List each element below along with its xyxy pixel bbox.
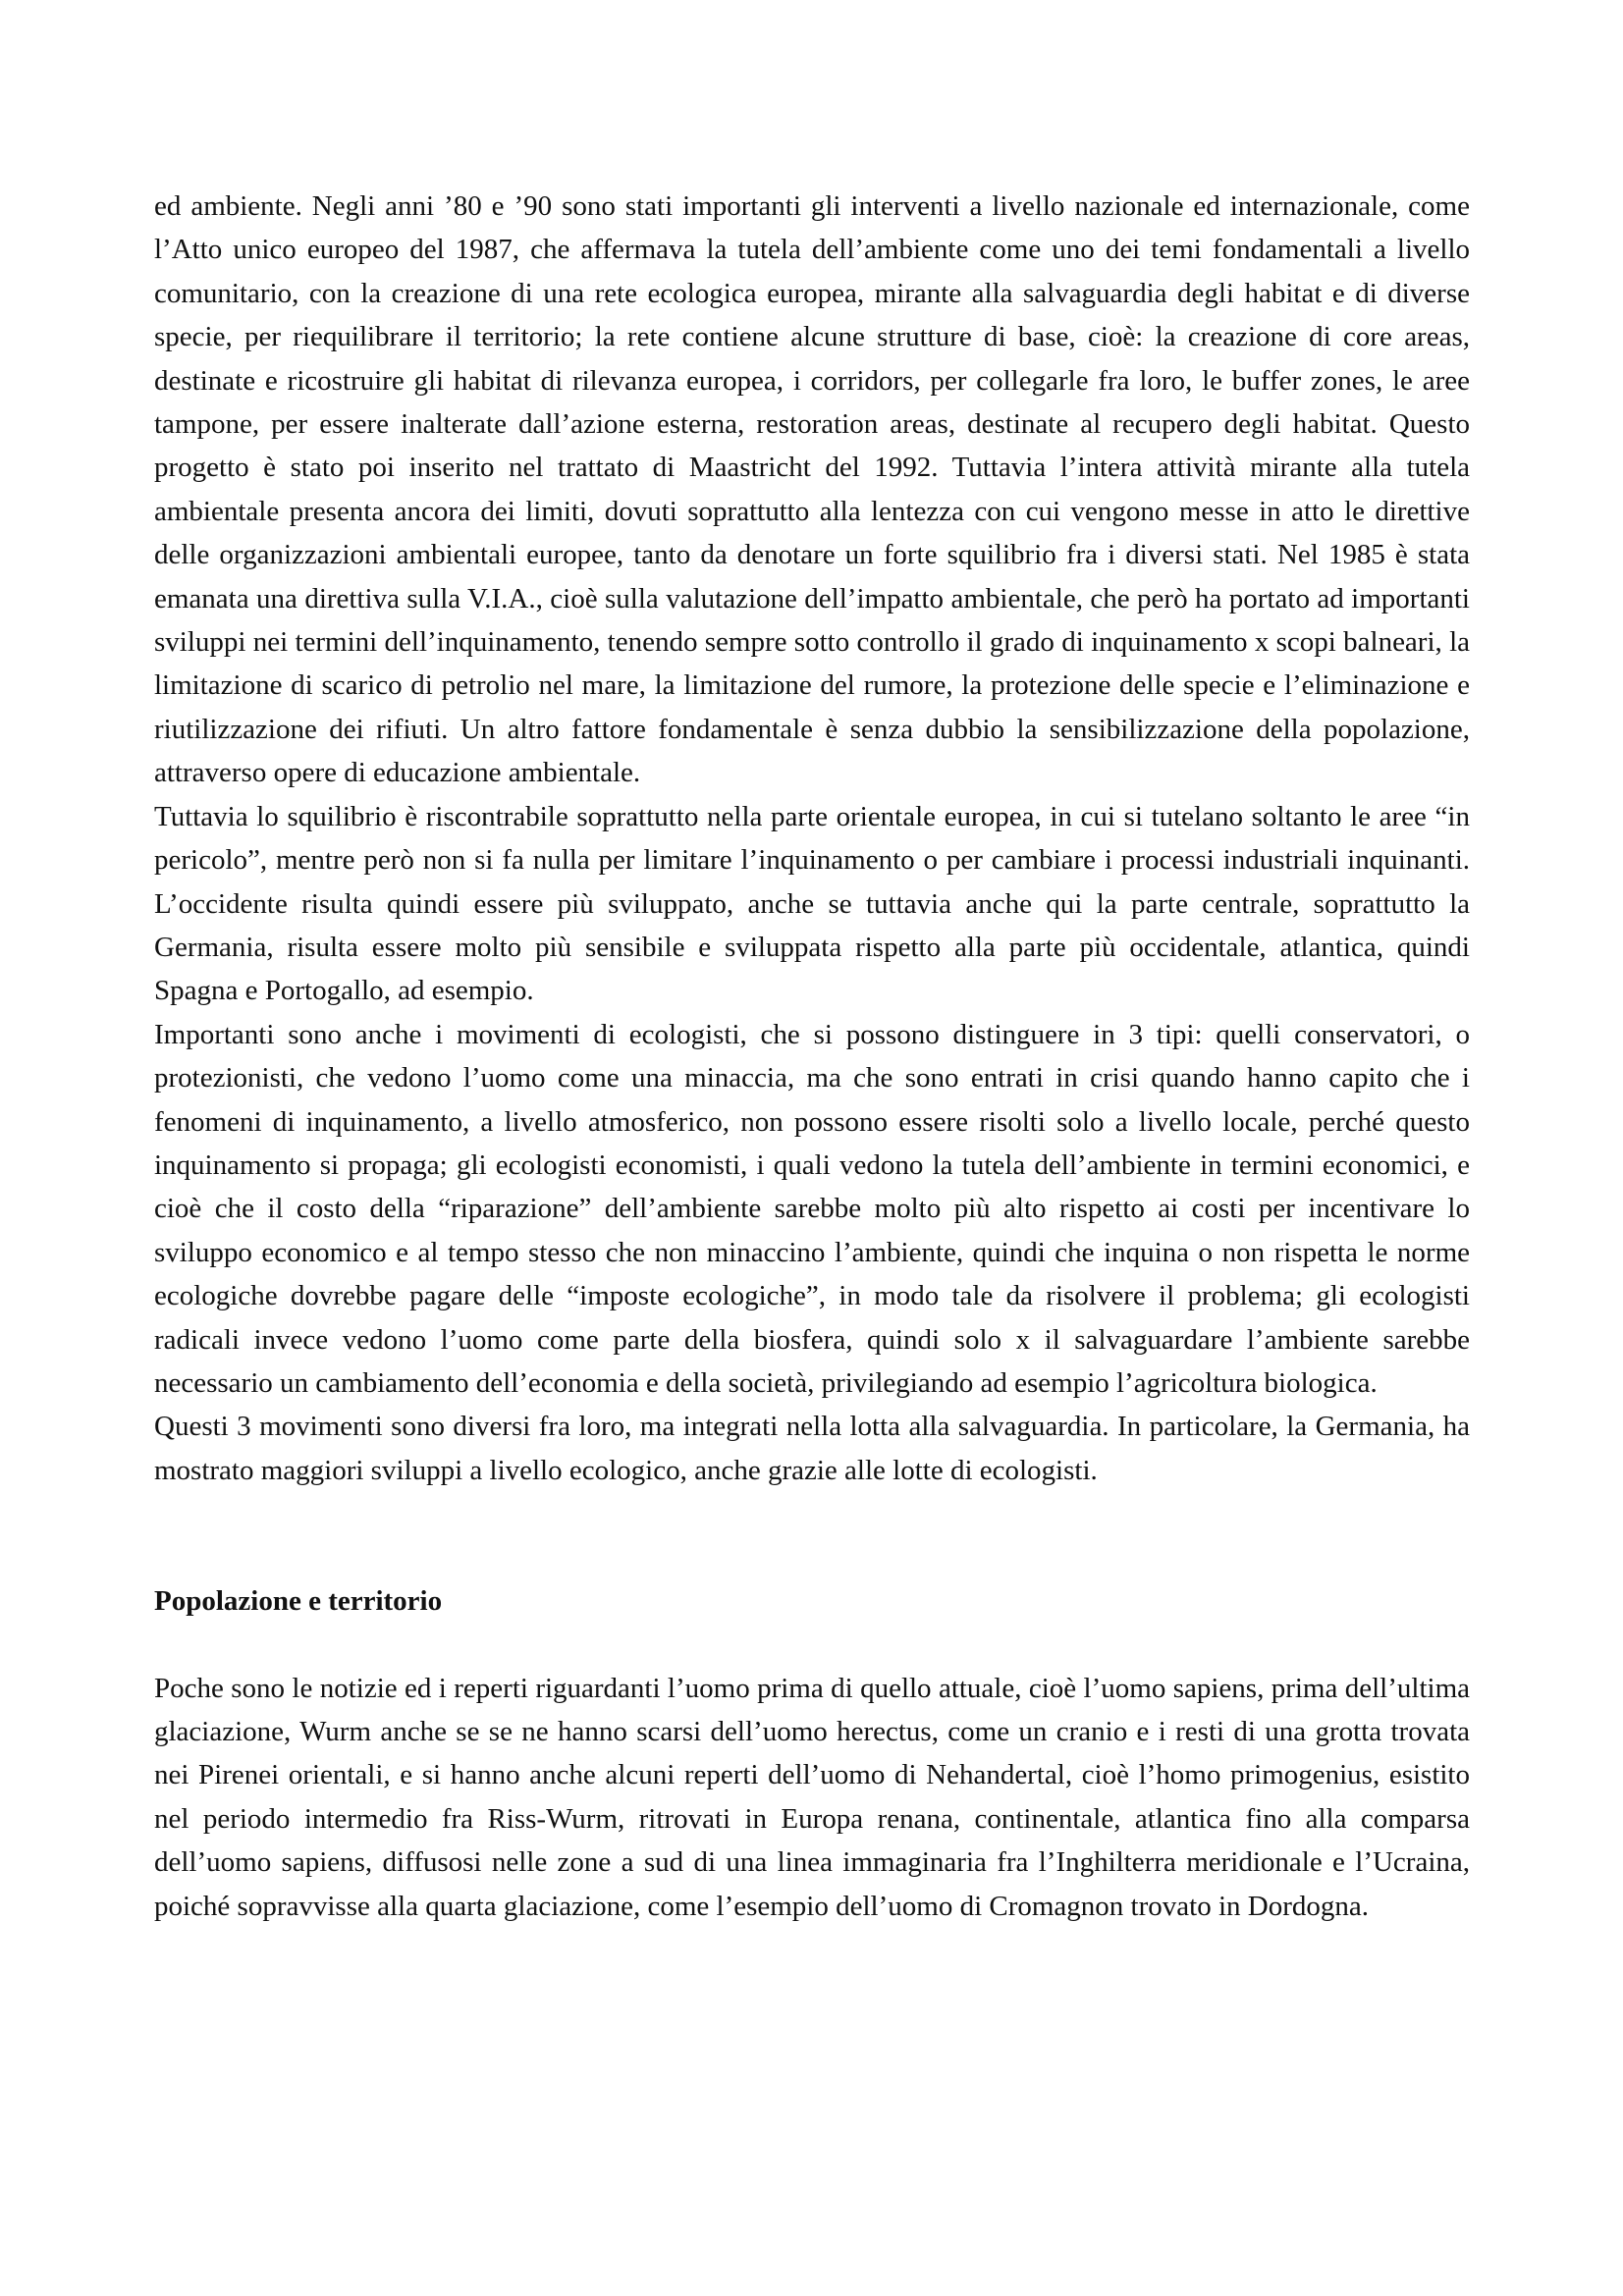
paragraph-population-territory: Poche sono le notizie ed i reperti riguardanti l’uomo prima di quello attuale, cioè l’uomo sapiens, prima dell’ultima glaciazione, Wurm anche se se ne hanno scarsi dell’uomo herectus, come un cranio e i resti di una grotta trovata nei Pirenei orientali, e si hanno anche alcuni reperti dell’uomo di Nehandertal, cioè l’homo primogenius, esistito nel periodo intermedio fra Riss-Wurm, ritrovati in Europa renana, continentale, atlantica fino alla comparsa dell’uomo sapiens, diffusosi nelle zone a sud di una linea immaginaria fra l’Inghilterra meridionale e l’Ucraina, poiché sopravvisse alla quarta glaciazione, come l’esempio dell’uomo di Cromagnon trovato in Dordogna. (154, 1672, 1470, 1922)
paragraph-eu-environment-policy: ed ambiente. Negli anni ’80 e ’90 sono stati importanti gli interventi a livello nazionale ed internazionale, come l’Atto unico europeo del 1987, che affermava la tutela dell’ambiente come uno dei temi fondamentali a livello comunitario, con la creazione di una rete ecologica europea, mirante alla salvaguardia degli habitat e di diverse specie, per riequilibrare il territorio; la rete contiene alcune strutture di base, cioè: la creazione di core areas, destinate e ricostruire gli habitat di rilevanza europea, i corridors, per collegarle fra loro, le buffer zones, le aree tampone, per essere inalterate dall’azione esterna, restoration areas, destinate al recupero degli habitat. Questo progetto è stato poi inserito nel trattato di Maastricht del 1992. Tuttavia l’intera attività mirante alla tutela ambientale presenta ancora dei limiti, dovuti soprattutto alla lentezza con cui vengono messe in atto le direttive delle organizzazioni ambientali europee, tanto da denotare un forte squilibrio fra i diversi stati. Nel 1985 è stata emanata una direttiva sulla V.I.A., cioè sulla valutazione dell’impatto ambientale, che però ha portato ad importanti sviluppi nei termini dell’inquinamento, tenendo sempre sotto controllo il grado di inquinamento x scopi balneari, la limitazione di scarico di petrolio nel mare, la limitazione del rumore, la protezione delle specie e l’eliminazione e riutilizzazione dei rifiuti. Un altro fattore fondamentale è senza dubbio la sensibilizzazione della popolazione, attraverso opere di educazione ambientale. (154, 190, 1470, 789)
paragraph-ecologist-movements: Importanti sono anche i movimenti di ecologisti, che si possono distinguere in 3 tipi: quelli conservatori, o protezionisti, che vedono l’uomo come una minaccia, ma che sono entrati in crisi quando hanno capito che i fenomeni di inquinamento, a livello atmosferico, non possono essere risolti solo a livello locale, perché questo inquinamento si propaga; gli ecologisti economisti, i quali vedono la tutela dell’ambiente in termini economici, e cioè che il costo della “riparazione” dell’ambiente sarebbe molto più alto rispetto ai costi per incentivare lo sviluppo economico e al tempo stesso che non minaccino l’ambiente, quindi che inquina o non rispetta le norme ecologiche dovrebbe pagare delle “imposte ecologiche”, in modo tale da risolvere il problema; gli ecologisti radicali invece vedono l’uomo come parte della biosfera, quindi solo x il salvaguardare l’ambiente sarebbe necessario un cambiamento dell’economia e della società, privilegiando ad esempio l’agricoltura biologica. (154, 1018, 1470, 1399)
document-page (154, 185, 1470, 1928)
paragraph-east-west-imbalance: Tuttavia lo squilibrio è riscontrabile soprattutto nella parte orientale europea, in cui si tutelano soltanto le aree “in pericolo”, mentre però non si fa nulla per limitare l’inquinamento o per cambiare i processi industriali inquinanti. L’occidente risulta quindi essere più sviluppato, anche se tuttavia anche qui la parte centrale, soprattutto la Germania, risulta essere molto più sensibile e sviluppata rispetto alla parte più occidentale, atlantica, quindi Spagna e Portogallo, ad esempio. (154, 800, 1470, 1007)
section-heading: Popolazione e territorio (154, 1585, 443, 1618)
paragraph-movements-summary: Questi 3 movimenti sono diversi fra loro, ma integrati nella lotta alla salvaguardia. In particolare, la Germania, ha mostrato maggiori sviluppi a livello ecologico, anche grazie alle lotte di ecologisti. (154, 1411, 1470, 1486)
